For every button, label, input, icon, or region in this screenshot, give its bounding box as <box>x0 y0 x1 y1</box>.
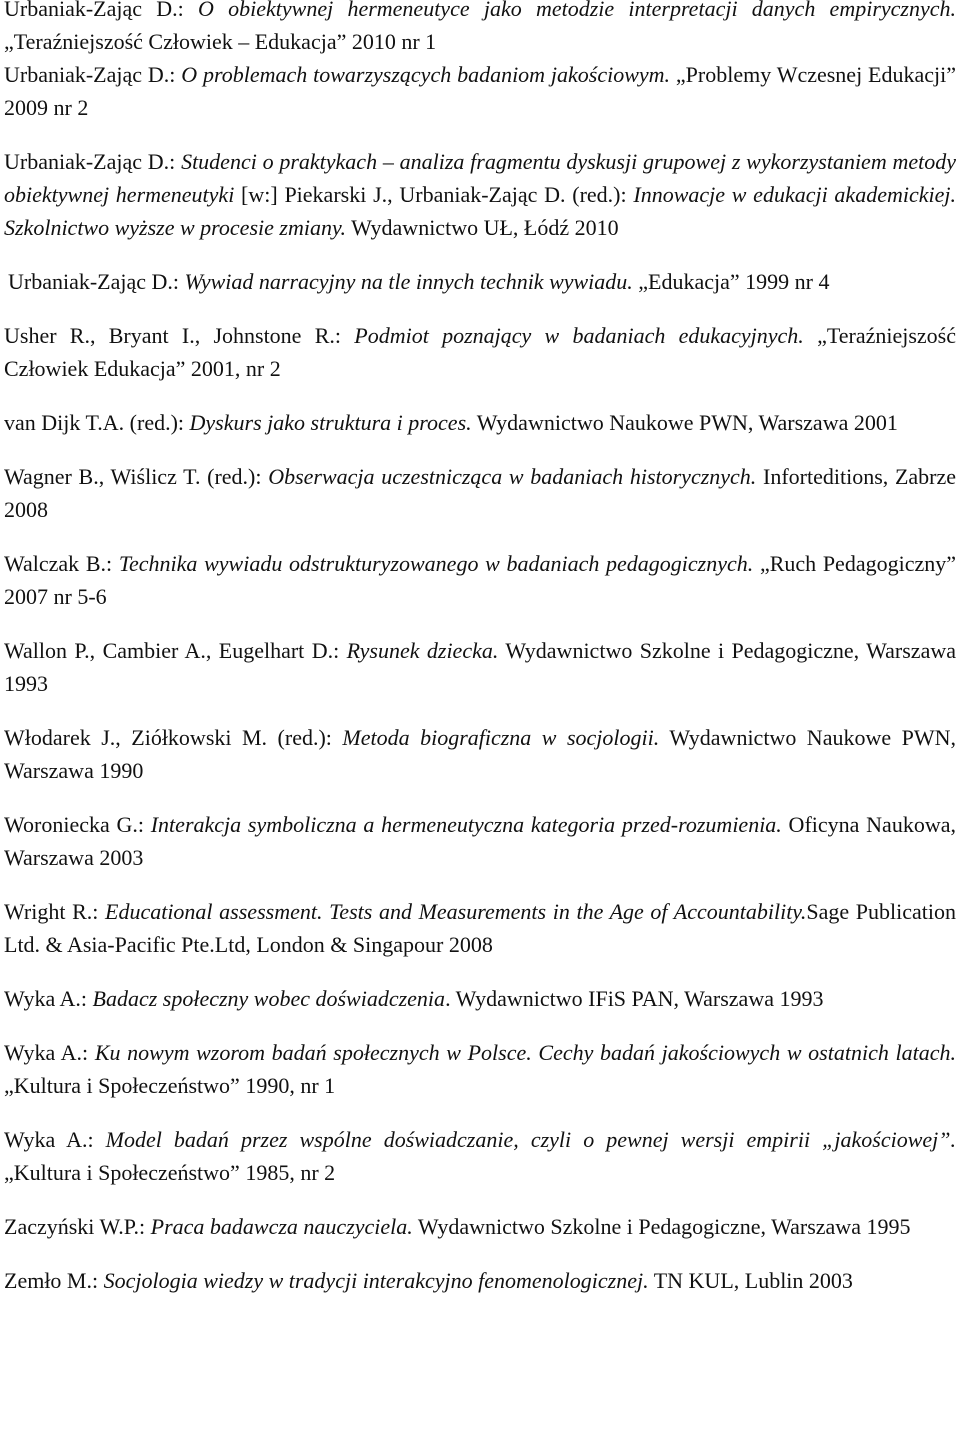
entry-title: Metoda biograficzna w socjologii. <box>342 725 660 750</box>
bibliography-entry <box>4 265 956 298</box>
entry-source: [w:] Piekarski J., Urbaniak-Zając D. (red.): <box>234 182 634 207</box>
entry-source: „Kultura i Społeczeństwo” 1985, nr 2 <box>4 1160 336 1185</box>
entry-author: Woroniecka G.: <box>4 812 151 837</box>
entry-author: Usher R., Bryant I., Johnstone R.: <box>4 323 355 348</box>
entry-source: . Wydawnictwo IFiS PAN, Warszawa 1993 <box>445 986 824 1011</box>
entry-title: Praca badawcza nauczyciela. <box>150 1214 413 1239</box>
entry-source: Inforteditions, Zabrze 2008 <box>4 464 957 522</box>
entry-source: „Edukacja” 1999 nr 4 <box>632 269 830 294</box>
entry-title: Badacz społeczny wobec doświadczenia <box>92 986 446 1011</box>
entry-source: „Kultura i Społeczeństwo” 1990, nr 1 <box>4 1073 336 1098</box>
entry-source: „Ruch Pedagogiczny” 2007 nr 5-6 <box>4 551 956 609</box>
entry-title: Obserwacja uczestnicząca w badaniach historycznych. <box>268 464 757 489</box>
bibliography-entry <box>4 1036 956 1102</box>
bibliography-entry <box>4 547 956 613</box>
bibliography-entry <box>4 1210 956 1243</box>
entry-author: Urbaniak-Zając D.: <box>4 149 182 174</box>
bibliography-entry <box>4 145 956 244</box>
entry-author: Włodarek J., Ziółkowski M. (red.): <box>4 725 343 750</box>
entry-source: „Teraźniejszość Człowiek – Edukacja” 2010 nr 1 <box>4 29 437 54</box>
entry-book-title: Innowacje w edukacji akademickiej. Szkolnictwo wyższe w procesie zmiany. <box>4 182 956 240</box>
entry-publisher: Wydawnictwo UŁ, Łódź 2010 <box>346 215 619 240</box>
entry-author: Wyka A.: <box>4 1127 106 1152</box>
entry-source: Sage Publication Ltd. & Asia-Pacific Pte.Ltd, London & Singapour 2008 <box>4 899 956 957</box>
entry-author: Urbaniak-Zając D.: <box>4 62 182 87</box>
bibliography-entry <box>4 895 956 961</box>
entry-source: TN KUL, Lublin 2003 <box>648 1268 853 1293</box>
entry-author: Zemło M.: <box>4 1268 104 1293</box>
bibliography-entry <box>4 721 956 787</box>
bibliography-entry <box>4 634 956 700</box>
entry-source: Wydawnictwo Naukowe PWN, Warszawa 2001 <box>471 410 898 435</box>
bibliography-page <box>4 0 956 1297</box>
entry-source: „Problemy Wczesnej Edukacji” 2009 nr 2 <box>4 62 956 120</box>
entry-author: Urbaniak-Zając D.: <box>8 269 185 294</box>
bibliography-entry <box>4 0 956 58</box>
entry-title: Technika wywiadu odstrukturyzowanego w badaniach pedagogicznych. <box>118 551 754 576</box>
entry-source: Wydawnictwo Szkolne i Pedagogiczne, Warszawa 1993 <box>4 638 956 696</box>
entry-author: van Dijk T.A. (red.): <box>4 410 190 435</box>
entry-title: Socjologia wiedzy w tradycji interakcyjno fenomenologicznej. <box>103 1268 649 1293</box>
bibliography-entry <box>4 460 956 526</box>
entry-title: Rysunek dziecka. <box>346 638 499 663</box>
entry-title: Model badań przez wspólne doświadczanie, czyli o pewnej wersji empirii „jakościowej”. <box>105 1127 956 1152</box>
bibliography-entry <box>4 1264 956 1297</box>
bibliography-entry <box>4 1123 956 1189</box>
entry-title: Educational assessment. Tests and Measurements in the Age of Accountability. <box>105 899 807 924</box>
entry-author: Urbaniak-Zając D.: <box>4 0 199 21</box>
entry-title: O problemach towarzyszących badaniom jakościowym. <box>181 62 671 87</box>
bibliography-entry <box>4 808 956 874</box>
bibliography-entry <box>4 319 956 385</box>
entry-author: Wright R.: <box>4 899 105 924</box>
entry-author: Wagner B., Wiślicz T. (red.): <box>4 464 269 489</box>
entry-title: Interakcja symboliczna a hermeneutyczna kategoria przed-rozumienia. <box>150 812 782 837</box>
entry-title: Wywiad narracyjny na tle innych technik wywiadu. <box>184 269 633 294</box>
bibliography-entry <box>4 58 956 124</box>
entry-author: Wallon P., Cambier A., Eugelhart D.: <box>4 638 347 663</box>
entry-title: O obiektywnej hermeneutyce jako metodzie interpretacji danych empirycznych. <box>198 0 957 21</box>
entry-source: Wydawnictwo Szkolne i Pedagogiczne, Warszawa 1995 <box>412 1214 911 1239</box>
entry-title: Ku nowym wzorom badań społecznych w Polsce. Cechy badań jakościowych w ostatnich latach. <box>94 1040 956 1065</box>
bibliography-entry <box>4 982 956 1015</box>
entry-title: Dyskurs jako struktura i proces. <box>189 410 472 435</box>
entry-author: Zaczyński W.P.: <box>4 1214 151 1239</box>
entry-source: „Teraźniejszość Człowiek Edukacja” 2001, nr 2 <box>4 323 956 381</box>
entry-author: Wyka A.: <box>4 986 93 1011</box>
entry-source: Oficyna Naukowa, Warszawa 2003 <box>4 812 956 870</box>
entry-title: Podmiot poznający w badaniach edukacyjnych. <box>354 323 804 348</box>
bibliography-entry <box>4 406 956 439</box>
entry-source: Wydawnictwo Naukowe PWN, Warszawa 1990 <box>4 725 956 783</box>
entry-author: Wyka A.: <box>4 1040 95 1065</box>
entry-title: Studenci o praktykach – analiza fragmentu dyskusji grupowej z wykorzystaniem metody obiektywnej hermeneutyki <box>4 149 956 207</box>
entry-author: Walczak B.: <box>4 551 119 576</box>
